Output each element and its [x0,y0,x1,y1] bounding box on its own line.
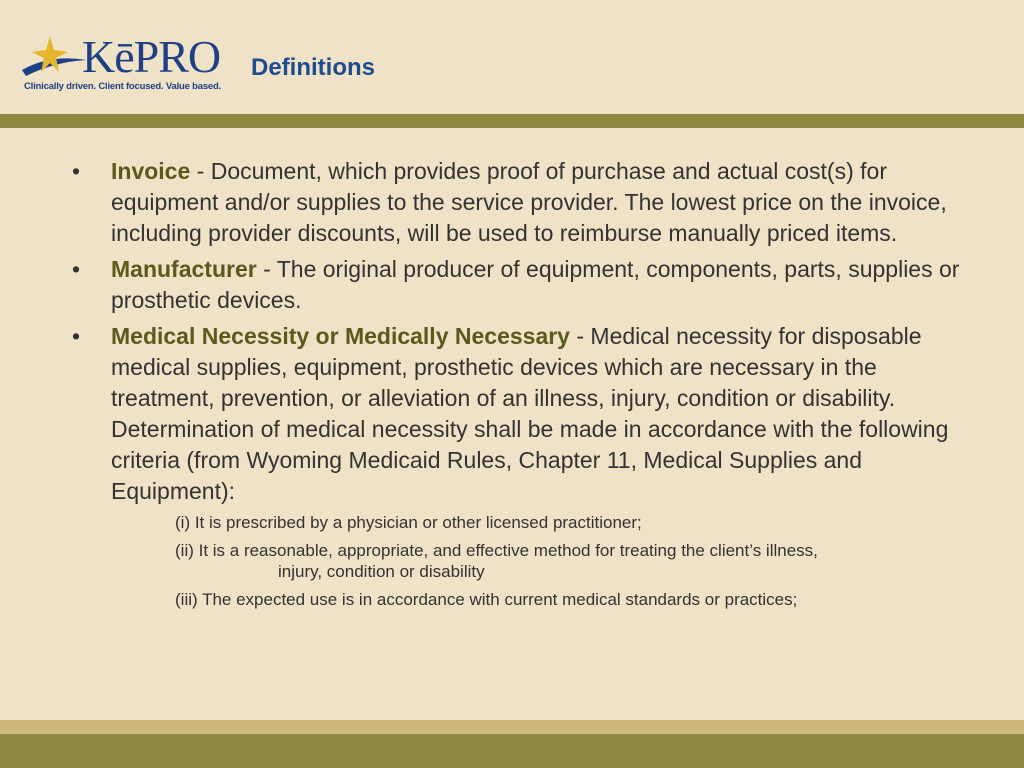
bullet-dot: • [72,323,81,349]
criteria-item [175,540,972,582]
definition-term: Invoice [111,158,191,184]
definition-term: Medical Necessity or Medically Necessary [111,323,570,349]
star-swoosh-icon [20,30,90,82]
bullet-dot: • [72,158,81,184]
page-title: Definitions [251,54,375,81]
definition-text: - Medical necessity for disposable medical supplies, equipment, prosthetic devices which are necessary in the treatment, prevention, or alleviation of an illness, injury, condition or disability. Determination of medical necessity shall be made in accordance with the following criteria (from Wyoming Medicaid Rules, Chapter 11, Medical Supplies and Equipment): [111,323,949,504]
definition-term: Manufacturer [111,256,257,282]
header-divider-band [0,114,1024,128]
criteria-item-text: (ii) It is a reasonable, appropriate, and effective method for treating the client’s illness, [175,541,818,560]
kepro-logo [20,30,220,92]
criteria-item-continuation: injury, condition or disability [278,562,485,581]
criteria-item: (i) It is prescribed by a physician or other licensed practitioner; [175,513,642,532]
logo-tagline: Clinically driven. Client focused. Value based. [24,81,222,92]
footer-light-band [0,720,1024,734]
criteria-list [72,512,972,610]
logo-wordmark: KēPRO [82,31,221,82]
definitions-list [72,156,972,617]
definition-manufacturer [72,254,972,316]
definition-invoice [72,156,972,249]
definition-text: - Document, which provides proof of purchase and actual cost(s) for equipment and/or supplies to the service provider. The lowest price on the invoice, including provider discounts, will be used to reimburse manually priced items. [111,158,947,246]
footer-band [0,734,1024,768]
criteria-item: (iii) The expected use is in accordance with current medical standards or practices; [175,590,798,609]
bullet-dot: • [72,256,81,282]
definition-text: - The original producer of equipment, components, parts, supplies or prosthetic devices. [111,256,960,313]
definition-medical-necessity [72,321,972,507]
